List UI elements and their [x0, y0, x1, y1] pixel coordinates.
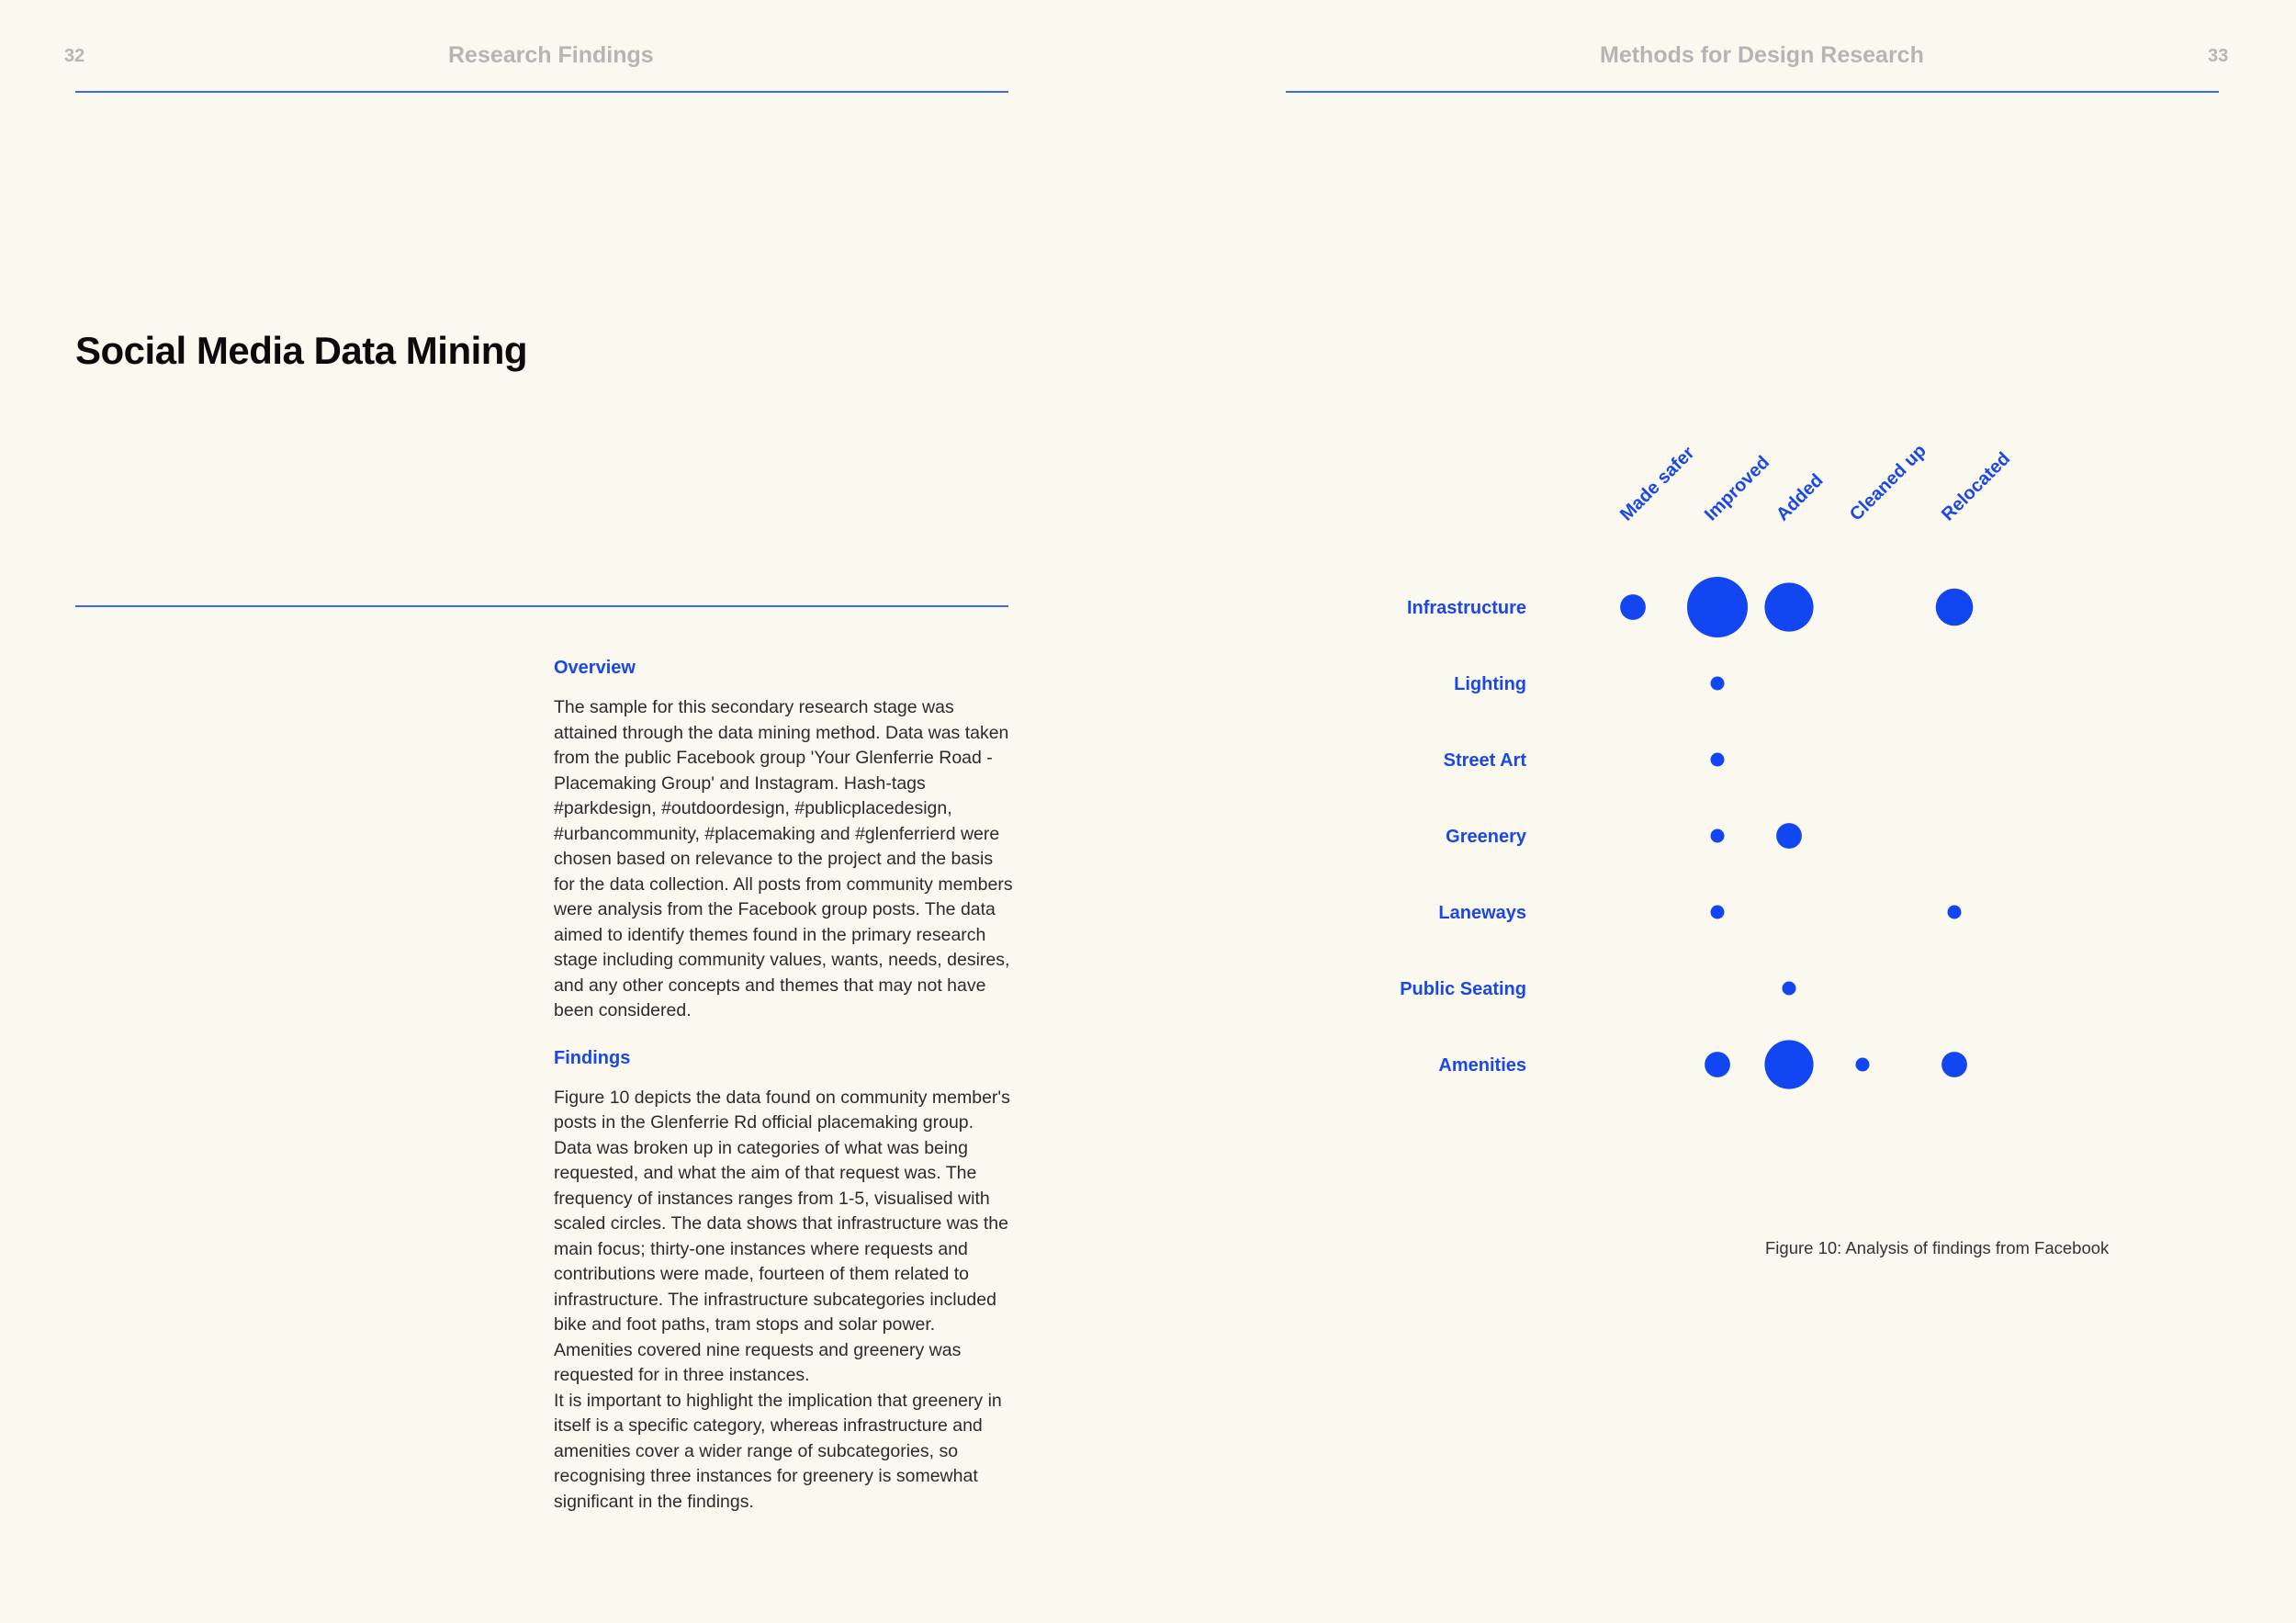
- bubble-infrastructure-relocated: [1936, 589, 1974, 626]
- body-column: [554, 658, 1013, 1515]
- bubble-street-art-improved: [1711, 753, 1725, 767]
- row-label-public-seating: Public Seating: [1400, 979, 1526, 999]
- bubble-amenities-relocated: [1941, 1052, 1967, 1077]
- running-head: Research Findings: [448, 42, 654, 68]
- bubble-amenities-improved: [1705, 1052, 1730, 1077]
- page-number: 33: [2208, 46, 2229, 66]
- figure-caption: Figure 10: Analysis of findings from Facebook: [1765, 1238, 2110, 1257]
- findings-paragraph: Figure 10 depicts the data found on community member's posts in the Glenferrie Rd official placemaking group. Data was broken up in categories of what was being requested, and what the aim of that request was. The frequency of instances ranges from 1-5, visualised with scaled circles. The data shows that infrastructure was the main focus; thirty-one instances where requests and contributions were made, fourteen of them related to infrastructure. The infrastructure subcategories included bike and foot paths, tram stops and solar power. Amenities covered nine requests and greenery was requested for in three instances.: [554, 1087, 1010, 1385]
- column-label-made-safer: Made safer: [1615, 443, 1699, 525]
- bubble-amenities-added: [1764, 1040, 1813, 1088]
- right-page: [1148, 0, 2296, 1623]
- section-rule: [75, 605, 1008, 607]
- column-label-cleaned-up: Cleaned up: [1845, 440, 1930, 525]
- page-number: 32: [64, 46, 85, 66]
- column-label-added: Added: [1772, 469, 1828, 525]
- bubble-laneways-improved: [1711, 906, 1725, 919]
- running-head: Methods for Design Research: [1600, 42, 1924, 68]
- overview-paragraph: The sample for this secondary research stage was attained through the data mining method. Data was taken from the public Facebook group 'Your Glenferrie Road - Placemaking Group' and Instagram. Hash-tags #parkdesign, #outdoordesign, #publicplacedesign, #urbancommunity, #placemaking and #glenferrierd were chosen based on relevance to the project and the basis for the data collection. All posts from community members were analysis from the Facebook group posts. The data aimed to identify themes found in the primary research stage including community values, wants, needs, desires, and any other concepts and themes that may not have been considered.: [554, 697, 1013, 1020]
- row-label-greenery: Greenery: [1446, 827, 1526, 847]
- bubble-public-seating-added: [1783, 982, 1796, 996]
- bubble-chart: [1148, 0, 2296, 1231]
- bubble-greenery-added: [1776, 823, 1802, 849]
- column-label-improved: Improved: [1700, 452, 1774, 525]
- bubble-laneways-relocated: [1948, 906, 1962, 919]
- row-label-laneways: Laneways: [1438, 903, 1526, 923]
- findings-heading: Findings: [554, 1047, 631, 1068]
- row-label-infrastructure: Infrastructure: [1406, 598, 1526, 618]
- row-label-street-art: Street Art: [1443, 750, 1526, 771]
- page-title: Social Media Data Mining: [75, 329, 528, 372]
- bubble-infrastructure-improved: [1687, 577, 1748, 637]
- bubble-infrastructure-added: [1764, 582, 1813, 631]
- bubble-greenery-improved: [1711, 829, 1725, 843]
- overview-heading: Overview: [554, 658, 636, 678]
- bubble-lighting-improved: [1711, 677, 1725, 691]
- column-label-relocated: Relocated: [1937, 448, 2015, 525]
- findings-paragraph-2: It is important to highlight the implication that greenery in itself is a specific category, whereas infrastructure and amenities cover a wider range of subcategories, so recognising three instances for greenery is somewhat significant in the findings.: [554, 1390, 1002, 1512]
- row-label-amenities: Amenities: [1438, 1055, 1526, 1076]
- bubble-infrastructure-made-safer: [1620, 594, 1646, 620]
- header-rule: [75, 91, 1008, 93]
- row-label-lighting: Lighting: [1454, 674, 1526, 694]
- bubble-amenities-cleaned-up: [1856, 1058, 1870, 1072]
